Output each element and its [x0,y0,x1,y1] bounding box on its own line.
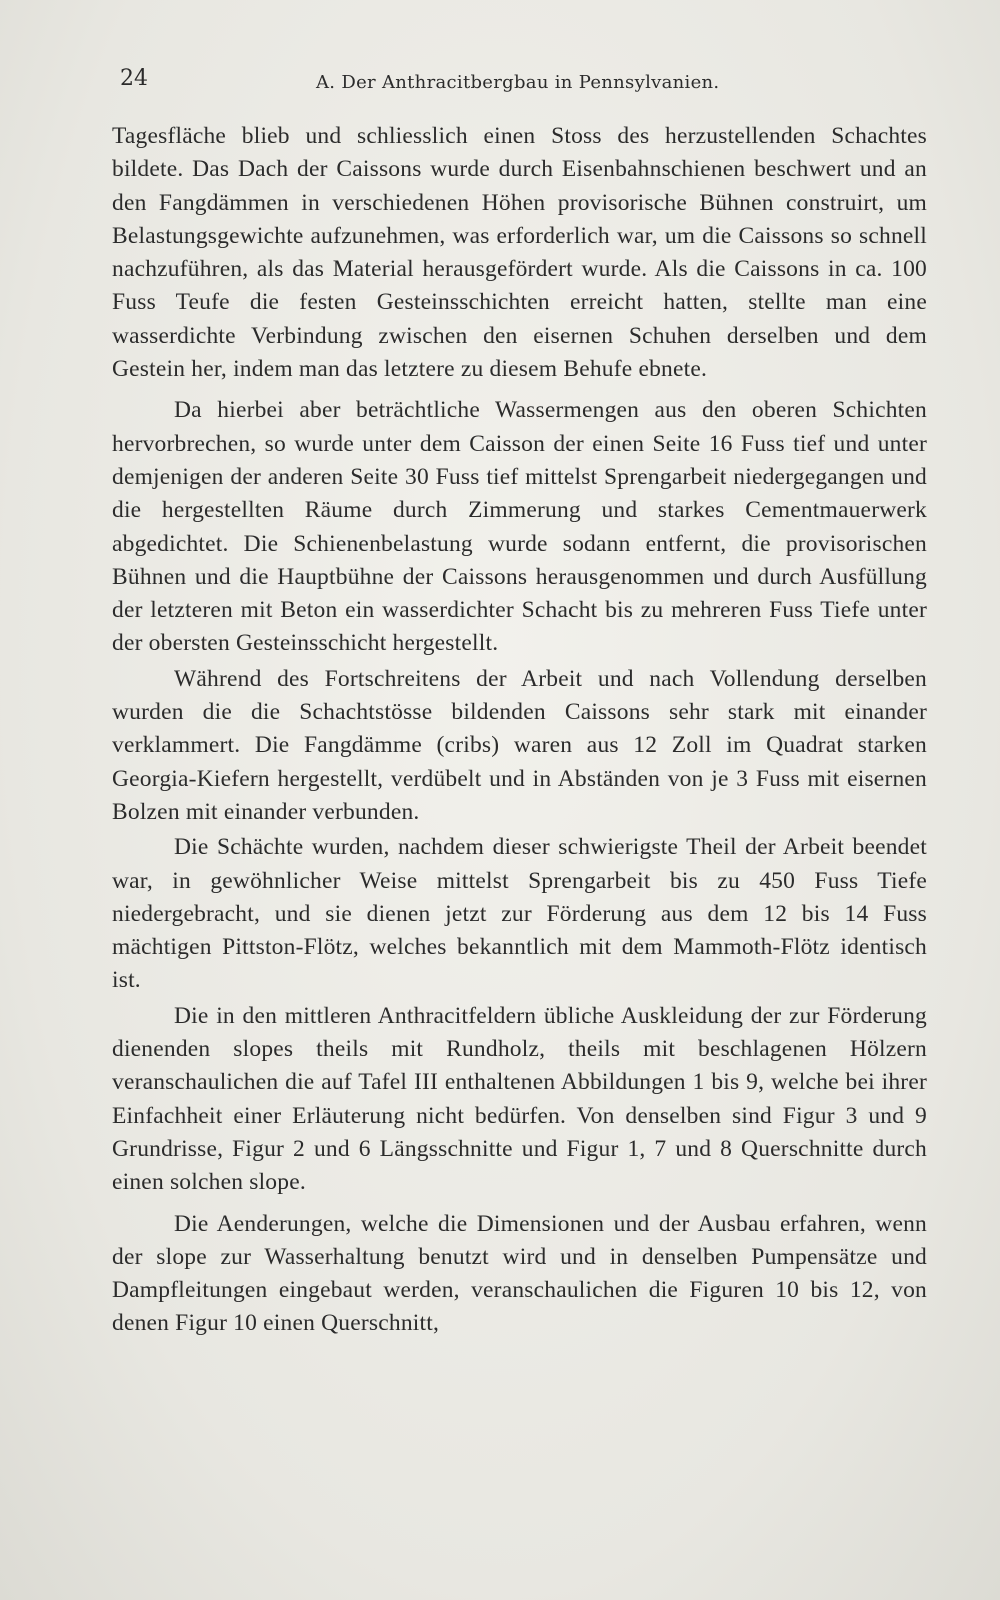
page-number: 24 [120,66,148,91]
paragraph-6: Die Aenderungen, welche die Dimensionen und der Ausbau erfahren, wenn der slope zur Wasserhaltung benutzt wird und in denselben Pumpensätze und Dampfleitungen eingebaut werden, veranschaulichen die Figuren 10 bis 12, von denen Figur 10 einen Querschnitt, [112,1210,927,1337]
paragraph-1: Tagesfläche blieb und schliesslich einen Stoss des herzustellenden Schachtes bildete. Das Dach der Caissons wurde durch Eisenbahnschienen beschwert und an den Fangdämmen in verschiedenen Höhen provisorische Bühnen construirt, um Belastungsgewichte aufzunehmen, was erforderlich war, um die Caissons so schnell nachzuführen, als das Material herausgefördert wurde. Als die Caissons in ca. 100 Fuss Teufe die festen Gesteinsschichten erreicht hatten, stellte man eine wasserdichte Verbindung zwischen den eisernen Schuhen derselben und dem Gestein her, indem man das letztere zu diesem Behufe ebnete. [112,123,927,383]
paragraph-2: Da hierbei aber beträchtliche Wassermengen aus den oberen Schichten hervorbrechen, so wurde unter dem Caisson der einen Seite 16 Fuss tief und unter demjenigen der anderen Seite 30 Fuss tief mittelst Sprengarbeit niedergegangen und die hergestellten Räume durch Zimmerung und starkes Cementmauerwerk abgedichtet. Die Schienenbelastung wurde sodann entfernt, die provisorischen Bühnen und die Hauptbühne der Caissons herausgenommen und durch Ausfüllung der letzteren mit Beton ein wasserdichter Schacht bis zu mehreren Fuss Tiefe unter der obersten Gesteinsschicht hergestellt. [112,397,927,657]
paragraph-4: Die Schächte wurden, nachdem dieser schwierigste Theil der Arbeit beendet war, in gewöhnlicher Weise mittelst Sprengarbeit bis zu 450 Fuss Tiefe niedergebracht, und sie dienen jetzt zur Förderung aus dem 12 bis 14 Fuss mächtigen Pittston-Flötz, welches bekanntlich mit dem Mammoth-Flötz identisch ist. [112,834,927,994]
paragraph-5: Die in den mittleren Anthracitfeldern übliche Auskleidung der zur Förderung dienenden slopes theils mit Rundholz, theils mit beschlagenen Hölzern veranschaulichen die auf Tafel III enthaltenen Abbildungen 1 bis 9, welche bei ihrer Einfachheit einer Erläuterung nicht bedürfen. Von denselben sind Figur 3 und 9 Grundrisse, Figur 2 und 6 Längsschnitte und Figur 1, 7 und 8 Querschnitte durch einen solchen slope. [112,1002,927,1196]
paragraph-3: Während des Fortschreitens der Arbeit und nach Vollendung derselben wurden die die Schachtstösse bildenden Caissons sehr stark mit einander verklammert. Die Fangdämme (cribs) waren aus 12 Zoll im Quadrat starken Georgia-Kiefern hergestellt, verdübelt und in Abständen von je 3 Fuss mit eisernen Bolzen mit einander verbunden. [112,665,927,825]
body-text [112,120,927,1343]
page-header [116,66,920,96]
running-head: A. Der Anthracitbergbau in Pennsylvanien. [316,72,720,93]
